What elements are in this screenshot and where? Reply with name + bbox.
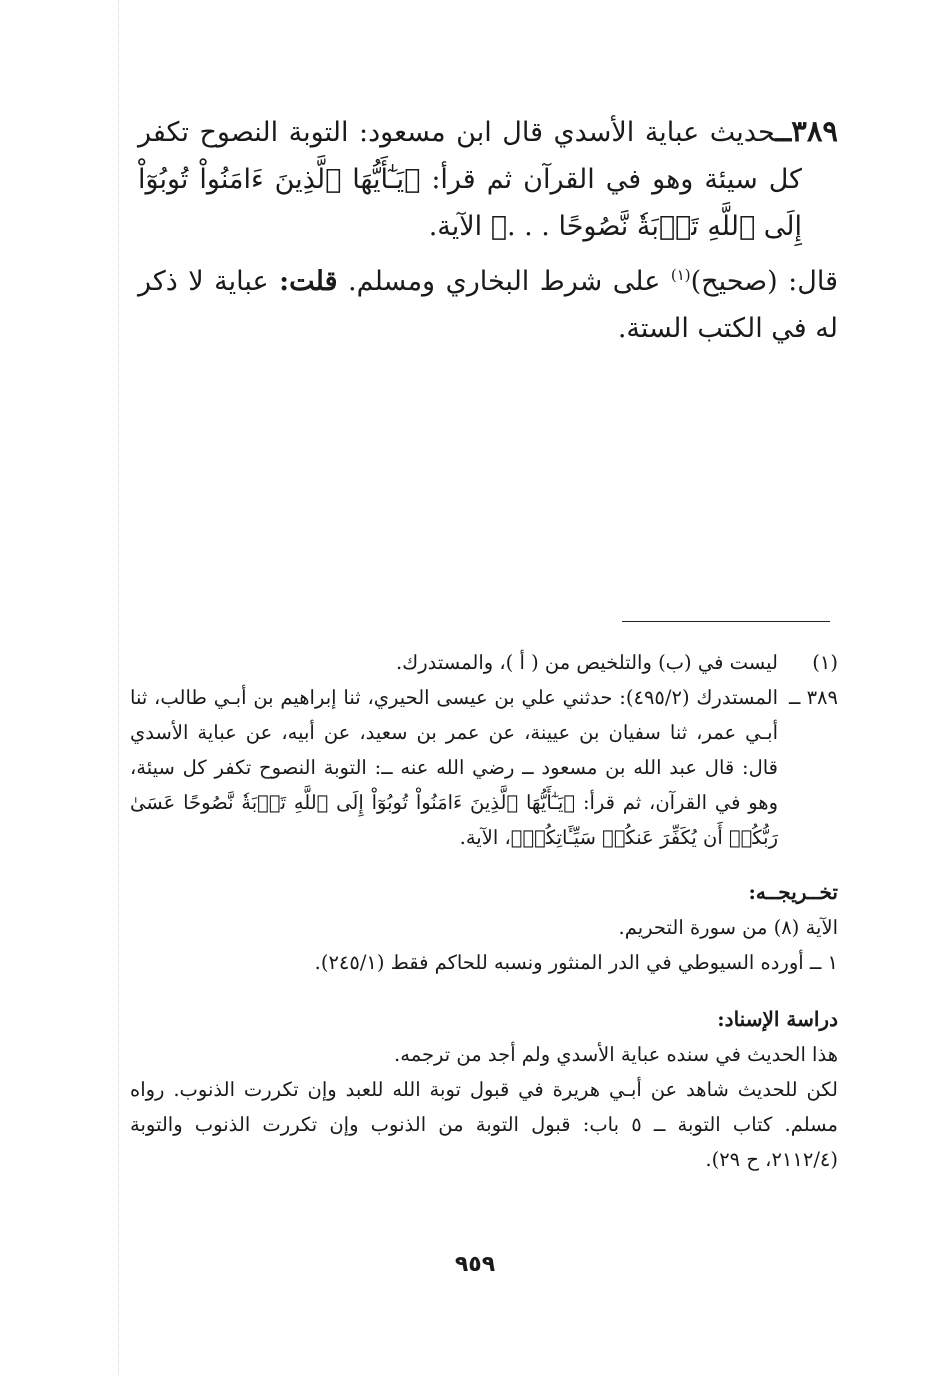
hadith-statement: التوبة النصوح تكفر كل سيئة وهو في القرآن ثم قرأ: (138, 117, 802, 195)
footnote-1-number: (١) (812, 651, 838, 674)
verdict-paragraph (138, 258, 838, 352)
isnad-line-1: هذا الحديث في سنده عباية الأسدي ولم أجد من ترجمه. (394, 1043, 838, 1066)
comment-label: قلت: (279, 266, 338, 297)
footnote-389-number: ٣٨٩ ــ (788, 686, 838, 709)
footnote-389-text: المستدرك (٤٩٥/٢): حدثني علي بن عيسى الحيري، ثنا إبراهيم بن أبـي طالب، ثنا أبـي عمر، ثنا سفيان بن عيينة، عن عمر بن سعيد، عن أبيه، عن عباية الأسدي قال: قال عبد الله بن مسعود ــ رضي الله عنه ــ: التوبة النصوح تكفر كل سيئة، وهو في القرآن، ثم قرأ: (130, 686, 778, 814)
takhrij-title: تخــريجــه: (748, 880, 838, 904)
hadith-verse-end: الآية. (428, 211, 483, 242)
hadith-389 (138, 108, 838, 250)
hadith-intro: حديث عباية الأسدي قال ابن مسعود: (359, 117, 776, 148)
footnote-ref-1[interactable]: (١) (670, 266, 691, 284)
takhrij-line-2: ١ ــ أورده السيوطي في الدر المنثور ونسبه للحاكم فقط (٢٤٥/١). (314, 951, 838, 974)
isnad-line-2: لكن للحديث شاهد عن أبـي هريرة في قبول توبة الله للعبد وإن تكررت الذنوب. رواه مسلم. كتاب التوبة ــ ٥ باب: قبول التوبة من الذنوب وإن تكررت الذنوب والتوبة (٢١١٢/٤، ح ٢٩). (130, 1078, 838, 1171)
footnote-389-body (130, 680, 778, 855)
footnotes (130, 645, 838, 1177)
footnote-separator (622, 621, 830, 622)
isnad-title: دراسة الإسناد: (717, 1007, 838, 1031)
footnote-389-verse: ﴿يَـٰٓأَيُّهَا ٱلَّذِينَ ءَامَنُواْ تُوبُوٓاْ إِلَى ٱللَّهِ تَوۡبَةٗ نَّصُوحًا عَسَىٰ رَبُّكُمۡ أَن يُكَفِّرَ عَنكُمۡ سَيِّـَٔاتِكُمۡ﴾ (130, 791, 778, 849)
footnote-389-end: ، الآية. (459, 826, 511, 849)
page-number: ٩٥٩ (454, 1252, 496, 1277)
hadith-number: ٣٨٩ (791, 114, 838, 148)
footnote-1-text: ليست في (ب) والتلخيص من ( أ )، والمستدرك. (395, 651, 778, 674)
verdict-suffix: على شرط البخاري ومسلم. (348, 266, 661, 297)
hadith-verse: ﴿يَـٰٓأَيُّهَا ٱلَّذِينَ ءَامَنُواْ تُوبُوٓاْ إِلَى ٱللَّهِ تَوۡبَةٗ نَّصُوحًا . . .﴾ (138, 164, 802, 242)
scan-edge (118, 0, 119, 1375)
footnote-389 (130, 680, 838, 855)
hadith-number-wrap (775, 114, 838, 148)
verdict-prefix: قال: (صحيح) (690, 266, 838, 297)
footnote-1 (130, 645, 838, 680)
hadith-dash: ــ (775, 117, 792, 148)
comment-text: عباية لا ذكر له في الكتب الستة. (138, 266, 838, 344)
main-text (138, 108, 838, 352)
takhrij-line-1: الآية (٨) من سورة التحريم. (618, 916, 838, 939)
